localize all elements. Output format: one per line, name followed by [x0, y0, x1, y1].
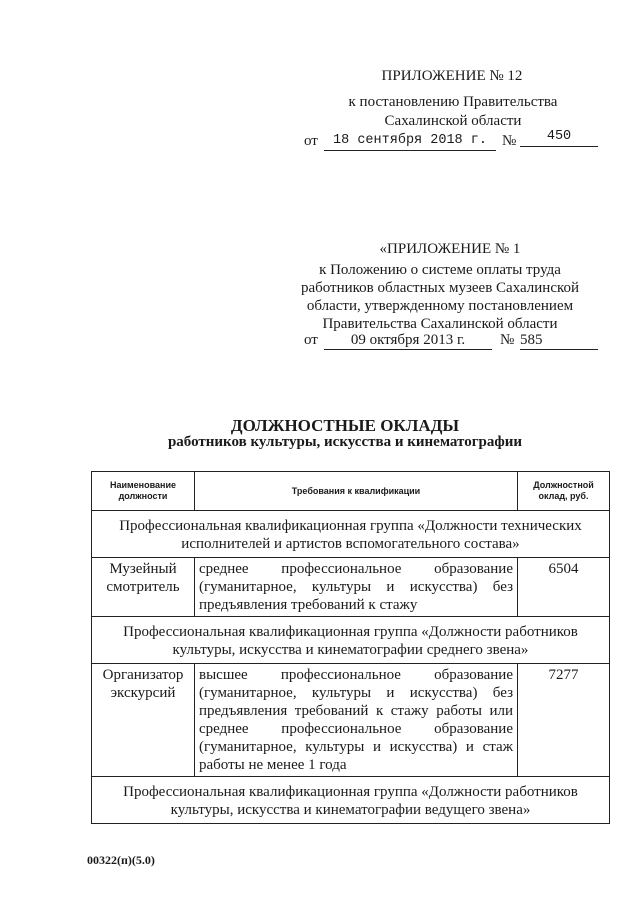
- position-name: Музейный смотритель: [92, 558, 195, 617]
- table-header-row: [92, 472, 610, 511]
- header-position: Наименование должности: [92, 472, 195, 511]
- resolution-number: 450: [520, 129, 598, 147]
- qualification-group-1: Профессиональная квалификационная группа «Должности технических исполнителей и артистов вспомогательного состава»: [92, 511, 610, 558]
- number-label: №: [502, 133, 517, 149]
- from-label: от: [304, 133, 318, 149]
- appendix-1-line-1: к Положению о системе оплаты труда: [319, 262, 561, 278]
- appendix-1-line-4: Правительства Сахалинской области: [322, 316, 558, 332]
- from-label: от: [304, 332, 318, 348]
- footer-document-code: 00322(п)(5.0): [87, 853, 155, 867]
- appendix-12-title: ПРИЛОЖЕНИЕ № 12: [381, 68, 523, 84]
- appendix-12-date-line: [304, 129, 604, 153]
- appendix-1-line-2: работников областных музеев Сахалинской: [300, 280, 580, 296]
- qualification-group-3: Профессиональная квалификационная группа «Должности работников культуры, искусства и кинематографии ведущего звена»: [92, 777, 610, 824]
- qualification-requirements: среднее профессиональное образование (гуманитарное, культуры и искусства) без предъявления требований к стажу: [195, 558, 518, 617]
- group-row: [92, 617, 610, 664]
- resolution-date: 18 сентября 2018 г.: [324, 133, 496, 151]
- qualification-requirements: высшее профессиональное образование (гуманитарное, культуры и искусства) без предъявления требований к стажу работы или среднее профессиональное образование (гуманитарное, культуры и искусства) и стаж работы не менее 1 года: [195, 664, 518, 777]
- appendix-1-date-line: [304, 332, 604, 352]
- appendix-12-resolution-line: к постановлению Правительства: [348, 94, 558, 110]
- regulation-number: 585: [520, 332, 598, 350]
- appendix-12-region-line: Сахалинской области: [384, 113, 522, 129]
- salary-table: [91, 471, 610, 824]
- appendix-1-line-3: области, утвержденному постановлением: [306, 298, 574, 314]
- group-row: [92, 777, 610, 824]
- table-row: [92, 558, 610, 617]
- salary-value: 7277: [518, 664, 610, 777]
- document-title: ДОЛЖНОСТНЫЕ ОКЛАДЫ: [230, 416, 460, 435]
- position-name: Организатор экскурсий: [92, 664, 195, 777]
- number-label: №: [500, 332, 515, 348]
- qualification-group-2: Профессиональная квалификационная группа «Должности работников культуры, искусства и кинематографии среднего звена»: [92, 617, 610, 664]
- regulation-date: 09 октября 2013 г.: [324, 332, 492, 350]
- header-salary: Должностной оклад, руб.: [518, 472, 610, 511]
- header-requirements: Требования к квалификации: [195, 472, 518, 511]
- table-row: [92, 664, 610, 777]
- document-subtitle: работников культуры, искусства и кинематографии: [167, 434, 523, 450]
- group-row: [92, 511, 610, 558]
- appendix-1-title: «ПРИЛОЖЕНИЕ № 1: [379, 241, 521, 257]
- salary-value: 6504: [518, 558, 610, 617]
